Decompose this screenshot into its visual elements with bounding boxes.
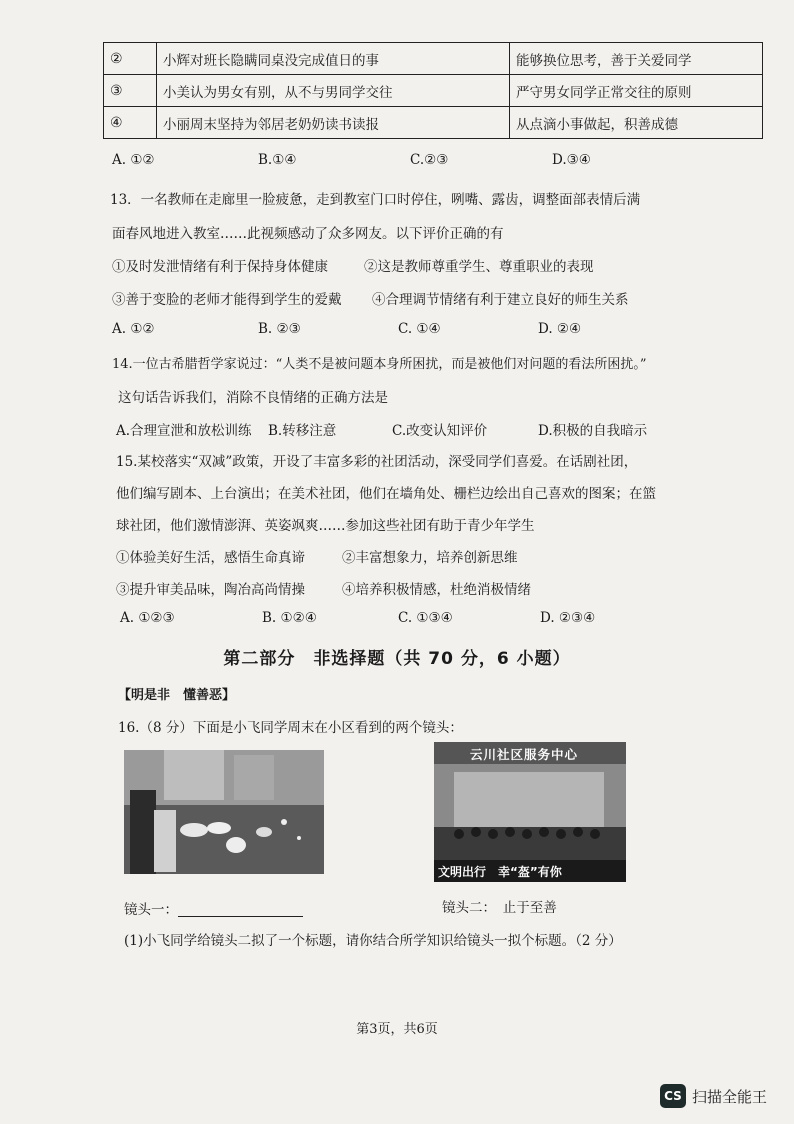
table-row [104, 75, 763, 107]
row-description: 小辉对班长隐瞒同桌没完成值日的事 [157, 43, 510, 75]
table-row [104, 107, 763, 139]
caption-2: 镜头二： 止于至善 [442, 900, 557, 916]
q15-stem-line3: 球社团，他们激情澎湃、英姿飒爽……参加这些社团有助于青少年学生 [116, 518, 535, 534]
community-sign: 云川社区服务中心 [470, 747, 579, 762]
q13-option-3: ③善于变脸的老师才能得到学生的爱戴 [112, 292, 342, 308]
q15-choices [0, 610, 794, 628]
choice-a: A. ①② [112, 152, 155, 168]
choice-b: B.转移注意 [268, 423, 337, 439]
caption-1-label: 镜头一： [124, 902, 178, 918]
photo-litter [124, 750, 324, 874]
q15-stem-line1: 15.某校落实“双减”政策，开设了丰富多彩的社团活动，深受同学们喜爱。在话剧社团， [116, 454, 638, 470]
q16-sub1: (1)小飞同学给镜头二拟了一个标题，请你结合所学知识给镜头一拟个标题。（2 分） [124, 933, 622, 949]
watermark-text: 扫描全能王 [692, 1087, 768, 1106]
q13-choices [0, 321, 794, 339]
banner-text: 文明出行 幸“盔”有你 [438, 865, 562, 879]
q13-option-4: ④合理调节情绪有利于建立良好的师生关系 [372, 292, 629, 308]
q12-choices [0, 152, 794, 170]
row-number: ② [104, 43, 157, 75]
q15-stem-line2: 他们编写剧本、上台演出；在美术社团，他们在墙角处、栅栏边绘出自己喜欢的图案；在篮 [116, 486, 656, 502]
row-analysis: 能够换位思考，善于关爱同学 [510, 43, 763, 75]
scanner-watermark [660, 1082, 767, 1110]
q14-choices [0, 419, 794, 437]
choice-d: D. ②④ [538, 321, 582, 337]
row-number: ③ [104, 75, 157, 107]
choice-d: D.积极的自我暗示 [538, 423, 648, 439]
choice-a: A.合理宣泄和放松训练 [116, 423, 252, 439]
q15-option-4: ④培养积极情感，杜绝消极情绪 [342, 582, 531, 598]
q15-option-2: ②丰富想象力，培养创新思维 [342, 550, 518, 566]
q13-stem-line1: 13．一名教师在走廊里一脸疲惫，走到教室门口时停住，咧嘴、露齿，调整面部表情后满 [110, 192, 641, 208]
row-analysis: 严守男女同学正常交往的原则 [510, 75, 763, 107]
q13-option-2: ②这是教师尊重学生、尊重职业的表现 [364, 259, 594, 275]
q15-option-1: ①体验美好生活，感悟生命真谛 [116, 550, 305, 566]
choice-c: C.②③ [410, 152, 449, 168]
section-title: 第二部分 非选择题（共 70 分，6 小题） [223, 649, 571, 669]
photo-community-center [434, 742, 626, 882]
choice-b: B. ②③ [258, 321, 301, 337]
table-row [104, 43, 763, 75]
row-analysis: 从点滴小事做起，积善成德 [510, 107, 763, 139]
row-description: 小美认为男女有别，从不与男同学交往 [157, 75, 510, 107]
q14-stem-line2: 这句话告诉我们，消除不良情绪的正确方法是 [118, 390, 388, 406]
choice-c: C.改变认知评价 [392, 423, 488, 439]
caption-1 [124, 898, 303, 918]
row-description: 小丽周末坚持为邻居老奶奶读书读报 [157, 107, 510, 139]
unit-title: 【明是非 懂善恶】 [118, 688, 236, 703]
q13-stem-line2: 面春风地进入教室……此视频感动了众多网友。以下评价正确的有 [112, 226, 504, 242]
q16-stem: 16.（8 分）下面是小飞同学周末在小区看到的两个镜头： [118, 720, 463, 736]
camscanner-logo-icon: CS [660, 1084, 686, 1108]
choice-c: C. ①④ [398, 321, 441, 337]
choice-c: C. ①③④ [398, 610, 453, 626]
choice-b: B. ①②④ [262, 610, 317, 626]
row-number: ④ [104, 107, 157, 139]
analysis-table [103, 42, 763, 139]
choice-a: A. ①② [112, 321, 155, 337]
litter-scene-icon [124, 750, 324, 874]
q13-option-1: ①及时发泄情绪有利于保持身体健康 [112, 259, 328, 275]
caption-1-blank[interactable] [178, 902, 303, 917]
q14-stem-line1: 14.一位古希腊哲学家说过：“人类不是被问题本身所困扰，而是被他们对问题的看法所困扰。” [112, 357, 647, 372]
q15-option-3: ③提升审美品味，陶冶高尚情操 [116, 582, 305, 598]
choice-b: B.①④ [258, 152, 297, 168]
choice-d: D. ②③④ [540, 610, 596, 626]
community-scene-icon [434, 742, 626, 882]
page-footer: 第3页，共6页 [356, 1022, 438, 1037]
choice-d: D.③④ [552, 152, 591, 168]
choice-a: A. ①②③ [120, 610, 175, 626]
